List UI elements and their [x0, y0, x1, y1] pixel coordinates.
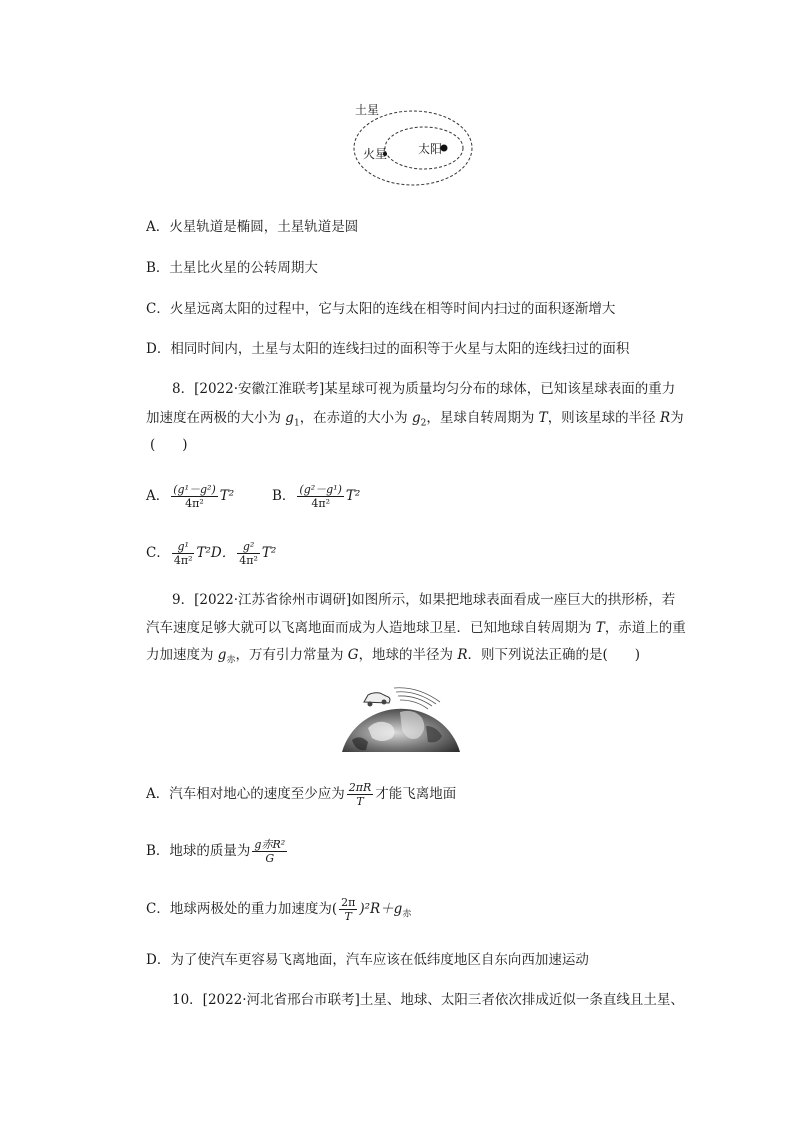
- q9-option-a: A．汽车相对地心的速度至少应为 $\frac{2\pi R}{T}$ 才能飞离地面: [146, 781, 457, 808]
- q7-option-d: D．相同时间内，土星与太阳的连线扫过的面积等于火星与太阳的连线扫过的面积: [146, 341, 630, 357]
- earth-car-figure: [338, 678, 464, 754]
- q8-stem-line1: 8．[2022·安徽江淮联考]某星球可视为质量均匀分布的球体，已知该星球表面的重力: [172, 381, 676, 397]
- q8-stem-line2: 加速度在两极的大小为 $g_1$，在赤道的大小为 $g_2$，星球自转周期为 T，则该星球的半径 R为: [146, 410, 684, 429]
- mars-label: 火星: [363, 147, 388, 161]
- q9-stem-line1: 9．[2022·江苏省徐州市调研]如图所示，如果把地球表面看成一座巨大的拱形桥，若: [172, 592, 676, 608]
- q8-option-a: A． $\frac{\text{(g¹－g²)}}{\text{4π²}}$ T²: [146, 483, 235, 510]
- car-icon: [364, 693, 390, 707]
- motion-lines: [394, 688, 440, 709]
- q7-option-b: B．土星比火星的公转周期大: [146, 260, 318, 276]
- q8-option-b: B． $\frac{\text{(g²－g¹)}}{\text{4π²}}$ T²: [272, 483, 361, 510]
- q9-option-b: B．地球的质量为 $\frac{\text{g赤R²}}{G}$: [146, 838, 286, 865]
- q9-option-d: D．为了使汽车更容易飞离地面，汽车应该在低纬度地区自东向西加速运动: [146, 952, 589, 968]
- q7-option-a: A．火星轨道是椭圆，土星轨道是圆: [146, 219, 359, 235]
- q7-option-c: C．火星远离太阳的过程中，它与太阳的连线在相等时间内扫过的面积逐渐增大: [146, 301, 616, 317]
- q9-stem-line2: 汽车速度足够大就可以飞离地面而成为人造地球卫星．已知地球自转周期为 T，赤道上的重: [146, 620, 686, 636]
- saturn-label: 土星: [355, 103, 380, 117]
- q10-stem-line1: 10．[2022·河北省邢台市联考]土星、地球、太阳三者依次排成近似一条直线且土星、: [172, 992, 684, 1008]
- q8-option-cd: C． $\frac{\text{g¹}}{\text{4π²}}$ T²D． $\frac{\text{g²}}{\text{4π²}}$ T²: [146, 540, 277, 567]
- q9-stem-line3: 力加速度为 $g_赤$，万有引力常量为 G，地球的半径为 R．则下列说法正确的是( ): [146, 647, 641, 666]
- sun-label: 太阳: [418, 142, 443, 156]
- q9-option-c: C．地球两极处的重力加速度为( $\frac{2\pi}{T}$ )$^2R+g_赤$: [146, 896, 412, 923]
- q8-answer-paren: ( ): [150, 437, 188, 453]
